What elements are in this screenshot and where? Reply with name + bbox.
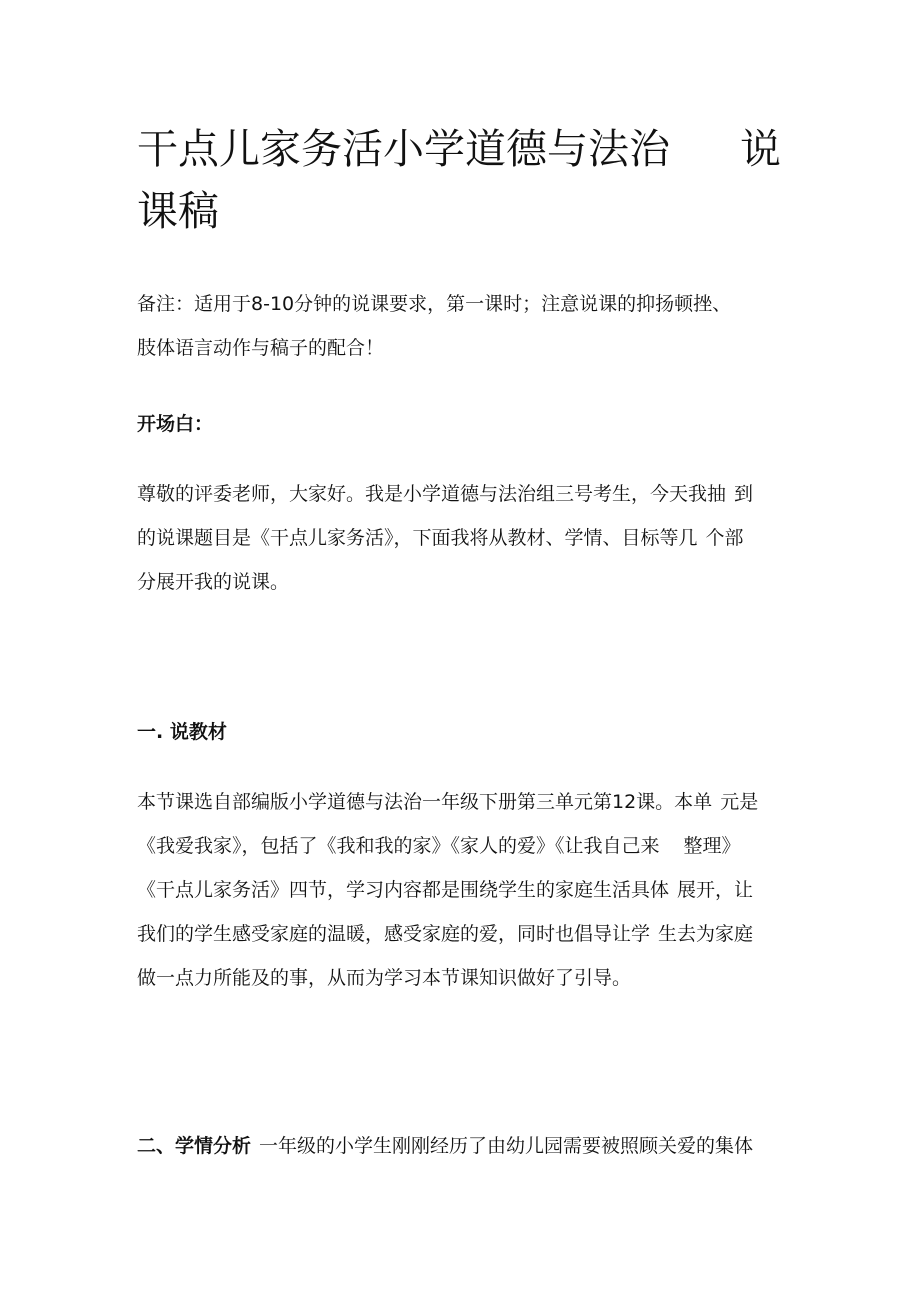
opening-line-1 xyxy=(137,476,797,512)
section-1-line-4-tail: 生去为家庭 xyxy=(658,923,754,945)
opening-heading: 开场白： xyxy=(137,413,214,435)
section-1-paragraph xyxy=(137,784,797,996)
section-1-heading: 一. 说教材 xyxy=(137,721,227,743)
title-line-1-tail: 说 xyxy=(740,125,781,173)
opening-line-2-tail: 个部 xyxy=(705,527,744,549)
section-2-line-1 xyxy=(137,1128,797,1164)
section-1-line-3-tail: 展开，让 xyxy=(677,879,754,901)
section-1-line-3-main: 《干点儿家务活》四节，学习内容都是围绕学生的家庭生活具体 xyxy=(137,879,670,901)
note-paragraph xyxy=(137,286,797,366)
opening-line-2-main: 的说课题目是《干点儿家务活》，下面我将从教材、学情、目标等几 xyxy=(137,527,698,549)
opening-line-1-main: 尊敬的评委老师，大家好。我是小学道德与法治组三号考生，今天我抽 xyxy=(137,483,727,505)
opening-paragraph xyxy=(137,476,797,600)
section-1-line-2-tail: 整理》 xyxy=(683,835,741,857)
document-title xyxy=(137,118,797,242)
section-1-line-1 xyxy=(137,784,797,820)
section-1-line-2-main: 《我爱我家》，包括了《我和我的家》《家人的爱》《让我自己来 xyxy=(137,835,660,857)
opening-line-2 xyxy=(137,520,797,556)
section-1-line-3 xyxy=(137,872,797,908)
opening-line-3: 分展开我的说课。 xyxy=(137,571,290,593)
section-1-line-4-main: 我们的学生感受家庭的温暖，感受家庭的爱，同时也倡导让学 xyxy=(137,923,651,945)
title-line-1-main: 干点儿家务活小学道德与法治 xyxy=(137,125,670,173)
section-1-line-1-tail: 元是 xyxy=(720,791,759,813)
title-line-1 xyxy=(137,118,797,180)
note-line-2: 肢体语言动作与稿子的配合！ xyxy=(137,337,385,359)
note-line-1: 备注：适用于8-10分钟的说课要求，第一课时；注意说课的抑扬顿挫、 xyxy=(137,293,732,315)
section-1-line-4 xyxy=(137,916,797,952)
title-line-2: 课稿 xyxy=(137,187,219,235)
section-2-heading: 二、学情分析 xyxy=(137,1135,252,1157)
section-1-line-1-main: 本节课选自部编版小学道德与法治一年级下册第三单元第12课。本单 xyxy=(137,791,713,813)
section-2-paragraph xyxy=(137,1128,797,1164)
opening-line-1-tail: 到 xyxy=(734,483,754,505)
section-1-line-2 xyxy=(137,828,797,864)
section-1-line-5: 做一点力所能及的事，从而为学习本节课知识做好了引导。 xyxy=(137,967,632,989)
section-2-line-1-text: 一年级的小学生刚刚经历了由幼儿园需要被照顾关爱的集体 xyxy=(259,1135,754,1157)
